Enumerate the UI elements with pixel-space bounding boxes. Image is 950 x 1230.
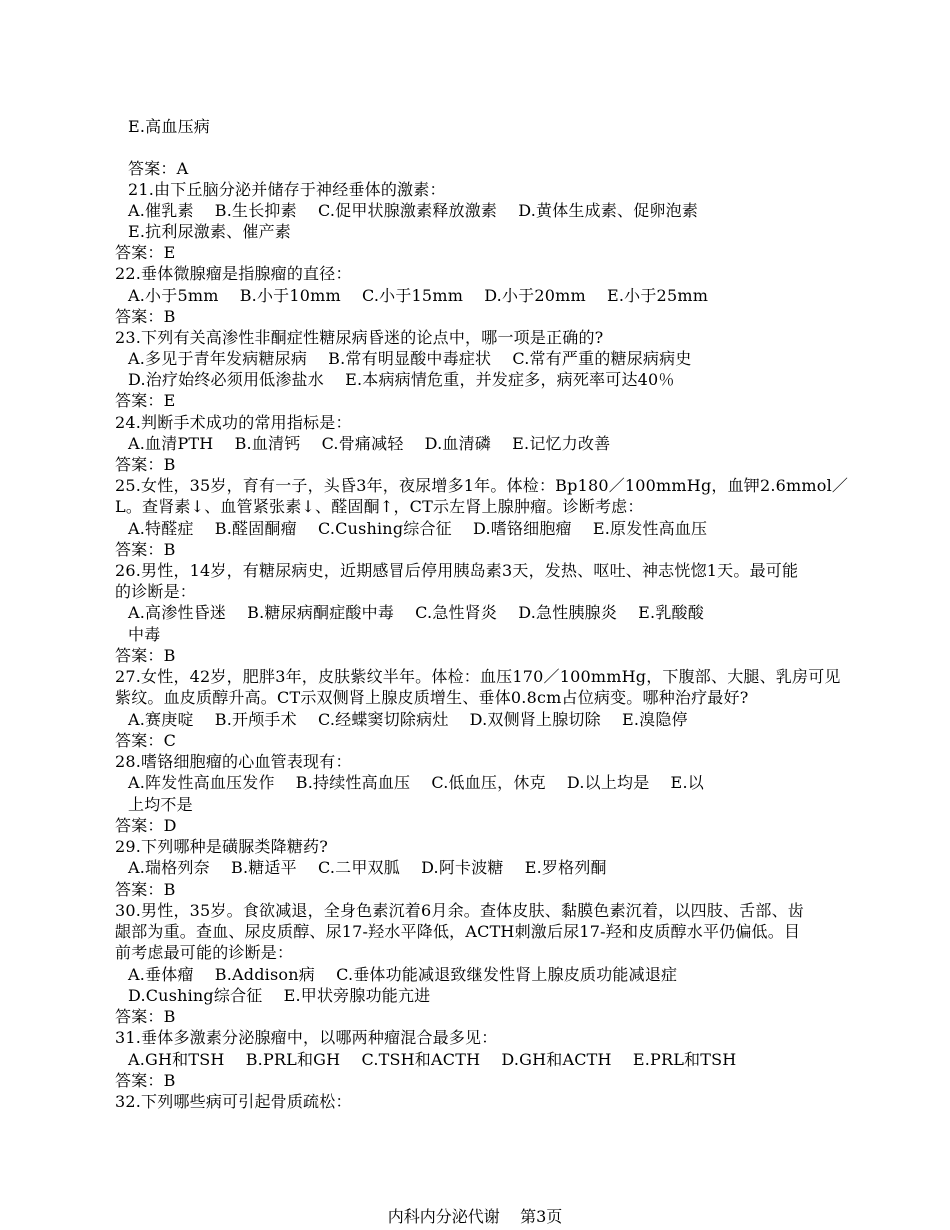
options-line: A.GH和TSH B.PRL和GH C.TSH和ACTH D.GH和ACTH E.PRL和TSH xyxy=(128,1050,737,1069)
answer-line: 答案：E xyxy=(115,391,176,410)
options-line: A.血清PTH B.血清钙 C.骨痛减轻 D.血清磷 E.记忆力改善 xyxy=(128,434,611,453)
options-line: A.高渗性昏迷 B.糖尿病酮症酸中毒 C.急性肾炎 D.急性胰腺炎 E.乳酸酸 xyxy=(128,603,704,622)
answer-line: 答案：E xyxy=(115,243,176,262)
options-line: E.抗利尿激素、催产素 xyxy=(128,222,291,241)
answer-line: 答案：A xyxy=(128,159,189,178)
answer-line: 答案：B xyxy=(115,307,176,326)
options-line: A.瑞格列奈 B.糖适平 C.二甲双胍 D.阿卡波糖 E.罗格列酮 xyxy=(128,858,607,877)
answer-line: 答案：B xyxy=(115,1007,176,1026)
options-line: A.阵发性高血压发作 B.持续性高血压 C.低血压，休克 D.以上均是 E.以 xyxy=(128,773,704,792)
question-line: 21.由下丘脑分泌并储存于神经垂体的激素： xyxy=(128,180,446,199)
options-line: A.多见于青年发病糖尿病 B.常有明显酸中毒症状 C.常有严重的糖尿病病史 xyxy=(128,349,692,368)
answer-line: 答案：B xyxy=(115,646,176,665)
question-line: 29.下列哪种是磺脲类降糖药? xyxy=(115,837,329,856)
question-line: 23.下列有关高渗性非酮症性糖尿病昏迷的论点中，哪一项是正确的? xyxy=(115,328,604,347)
question-line: 32.下列哪些病可引起骨质疏松： xyxy=(115,1092,352,1111)
answer-line: 答案：B xyxy=(115,1071,176,1090)
answer-line: 答案：B xyxy=(115,540,176,559)
question-line: 前考虑最可能的诊断是： xyxy=(115,943,294,962)
options-line: A.特醛症 B.醛固酮瘤 C.Cushing综合征 D.嗜铬细胞瘤 E.原发性高血压 xyxy=(128,519,708,538)
question-line: L。查肾素↓、血管紧张素↓、醛固酮↑，CT示左肾上腺肿瘤。诊断考虑： xyxy=(115,497,644,516)
options-line: 上均不是 xyxy=(128,795,193,814)
question-line: 25.女性，35岁，育有一子，头昏3年，夜尿增多1年。体检：Bp180／100mmHg，血钾2.6mmol／ xyxy=(115,476,849,495)
page-footer: 内科内分泌代谢 第3页 xyxy=(387,1207,563,1226)
options-line: A.垂体瘤 B.Addison病 C.垂体功能减退致继发性肾上腺皮质功能减退症 xyxy=(128,965,678,984)
options-line: D.治疗始终必须用低渗盐水 E.本病病情危重，并发症多，病死率可达40％ xyxy=(128,370,675,389)
question-line: 紫纹。血皮质醇升高。CT示双侧肾上腺皮质增生、垂体0.8cm占位病变。哪种治疗最好? xyxy=(115,688,749,707)
question-line: 27.女性，42岁，肥胖3年，皮肤紫纹半年。体检：血压170／100mmHg，下腹部、大腿、乳房可见 xyxy=(115,667,841,686)
text-line: E.高血压病 xyxy=(128,117,210,136)
options-line: A.催乳素 B.生长抑素 C.促甲状腺激素释放激素 D.黄体生成素、促卵泡素 xyxy=(128,201,699,220)
options-line: A.小于5mm B.小于10mm C.小于15mm D.小于20mm E.小于25mm xyxy=(128,286,709,305)
answer-line: 答案：C xyxy=(115,731,177,750)
answer-line: 答案：D xyxy=(115,816,177,835)
answer-line: 答案：B xyxy=(115,880,176,899)
question-line: 26.男性，14岁，有糖尿病史，近期感冒后停用胰岛素3天，发热、呕吐、神志恍惚1天。最可能 xyxy=(115,561,799,580)
options-line: 中毒 xyxy=(128,625,161,644)
options-line: D.Cushing综合征 E.甲状旁腺功能亢进 xyxy=(128,986,431,1005)
question-line: 22.垂体微腺瘤是指腺瘤的直径： xyxy=(115,264,352,283)
question-line: 龈部为重。查血、尿皮质醇、尿17-羟水平降低，ACTH刺激后尿17-羟和皮质醇水平仍偏低。目 xyxy=(115,922,801,941)
question-line: 30.男性，35岁。食欲减退，全身色素沉着6月余。查体皮肤、黏膜色素沉着，以四肢、舌部、齿 xyxy=(115,901,804,920)
question-line: 31.垂体多激素分泌腺瘤中，以哪两种瘤混合最多见： xyxy=(115,1028,498,1047)
question-line: 24.判断手术成功的常用指标是： xyxy=(115,413,352,432)
answer-line: 答案：B xyxy=(115,455,176,474)
question-line: 28.嗜铬细胞瘤的心血管表现有： xyxy=(115,752,352,771)
options-line: A.赛庚啶 B.开颅手术 C.经蝶窦切除病灶 D.双侧肾上腺切除 E.溴隐停 xyxy=(128,710,688,729)
question-line: 的诊断是： xyxy=(115,582,197,601)
